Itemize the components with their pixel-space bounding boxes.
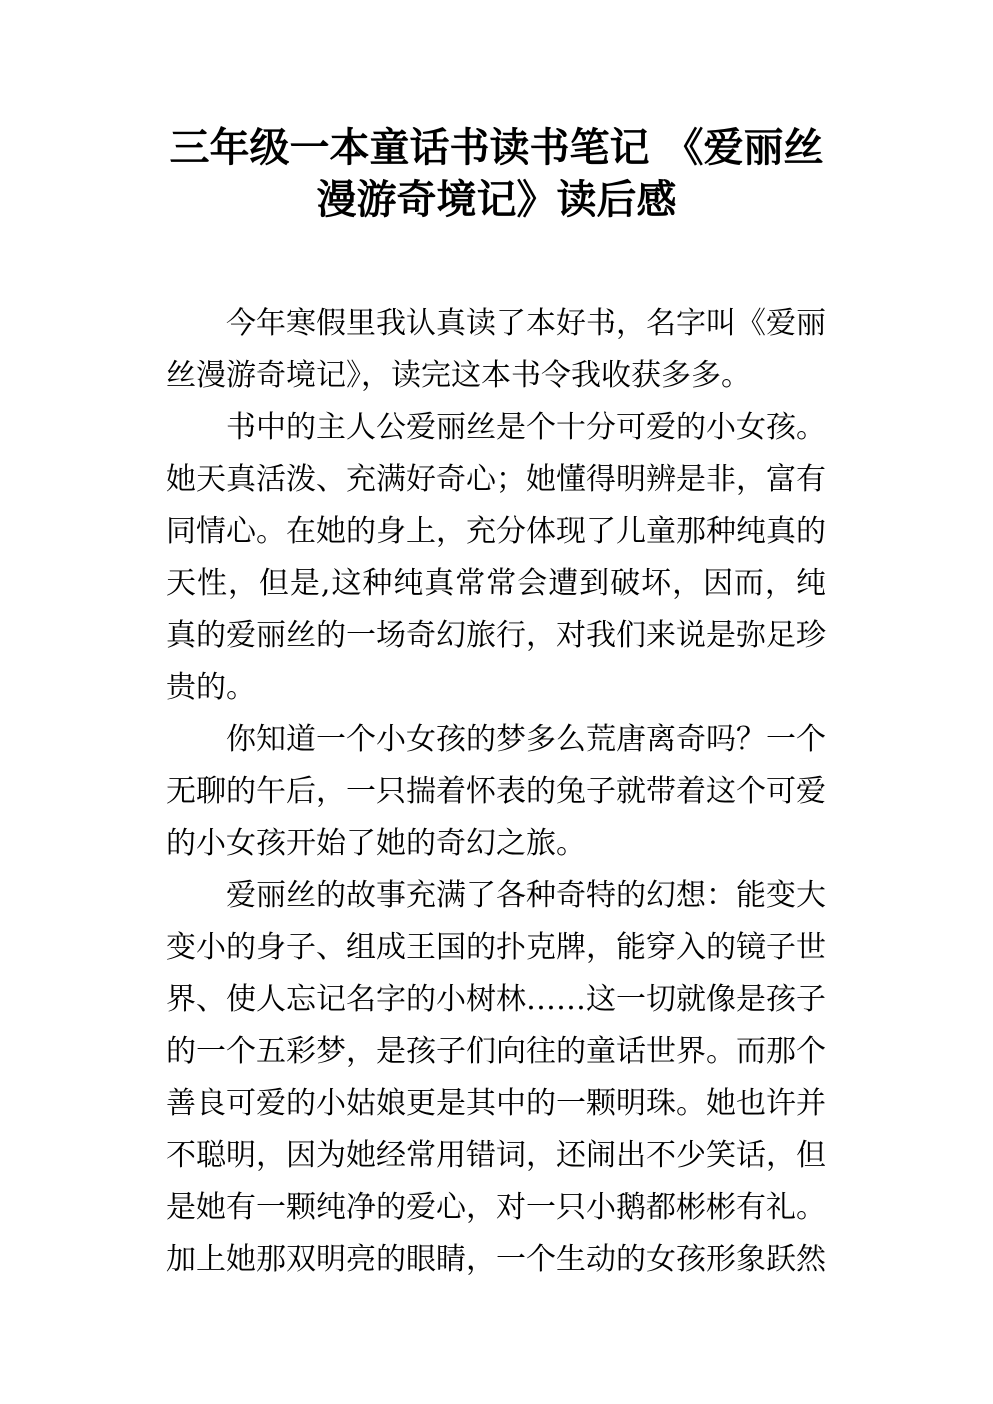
paragraph-3: 你知道一个小女孩的梦多么荒唐离奇吗？一个无聊的午后，一只揣着怀表的兔子就带着这个可爱的小女孩开始了她的奇幻之旅。 xyxy=(166,722,826,861)
title-line-2: 漫游奇境记》读后感 xyxy=(316,177,677,223)
paragraph-2: 书中的主人公爱丽丝是个十分可爱的小女孩。她天真活泼、充满好奇心；她懂得明辨是非，富有同情心。在她的身上，充分体现了儿童那种纯真的天性，但是,这种纯真常常会遭到破坏，因而，纯真的爱丽丝的一场奇幻旅行，对我们来说是弥足珍贵的。 xyxy=(166,410,826,705)
document-title xyxy=(150,122,843,226)
paragraph-1: 今年寒假里我认真读了本好书，名字叫《爱丽丝漫游奇境记》，读完这本书令我收获多多。 xyxy=(166,306,826,393)
document-body xyxy=(166,298,826,1286)
title-line-1: 三年级一本童话书读书笔记 《爱丽丝 xyxy=(169,125,824,171)
paragraph-4: 爱丽丝的故事充满了各种奇特的幻想：能变大变小的身子、组成王国的扑克牌，能穿入的镜子世界、使人忘记名字的小树林……这一切就像是孩子的一个五彩梦，是孩子们向往的童话世界。而那个善良可爱的小姑娘更是其中的一颗明珠。她也许并不聪明，因为她经常用错词，还闹出不少笑话，但是她有一颗纯净的爱心，对一只小鹅都彬彬有礼。加上她那双明亮的眼睛，一个生动的女孩形象跃然 xyxy=(166,878,826,1277)
